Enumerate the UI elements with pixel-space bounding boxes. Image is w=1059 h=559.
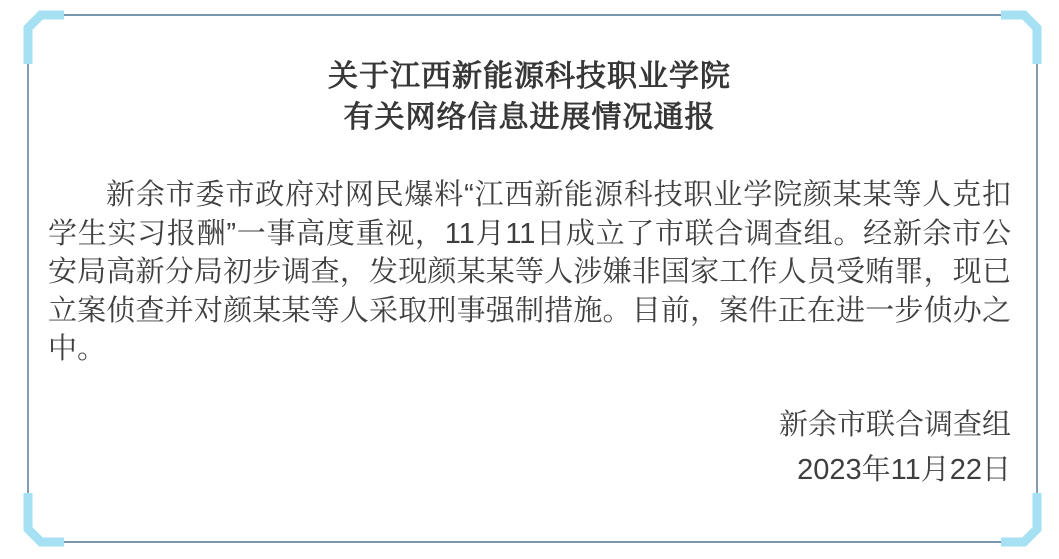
signature-org: 新余市联合调查组 xyxy=(778,408,1011,441)
notice-body-paragraph: 新余市委市政府对网民爆料“江西新能源科技职业学院颜某某等人克扣学生实习报酬”一事高度重视，11月11日成立了市联合调查组。经新余市公安局高新分局初步调查，发现颜某某等人涉嫌非国家工作人员受贿罪，现已立案侦查并对颜某某等人采取刑事强制措施。目前，案件正在进一步侦办之中。 xyxy=(48,179,1011,365)
signature-date: 2023年11月22日 xyxy=(797,453,1011,486)
notice-title-line2: 有关网络信息进展情况通报 xyxy=(343,101,716,134)
signature-block xyxy=(48,403,1011,493)
notice-title-line1: 关于江西新能源科技职业学院 xyxy=(328,60,731,93)
notice-title xyxy=(48,56,1011,138)
